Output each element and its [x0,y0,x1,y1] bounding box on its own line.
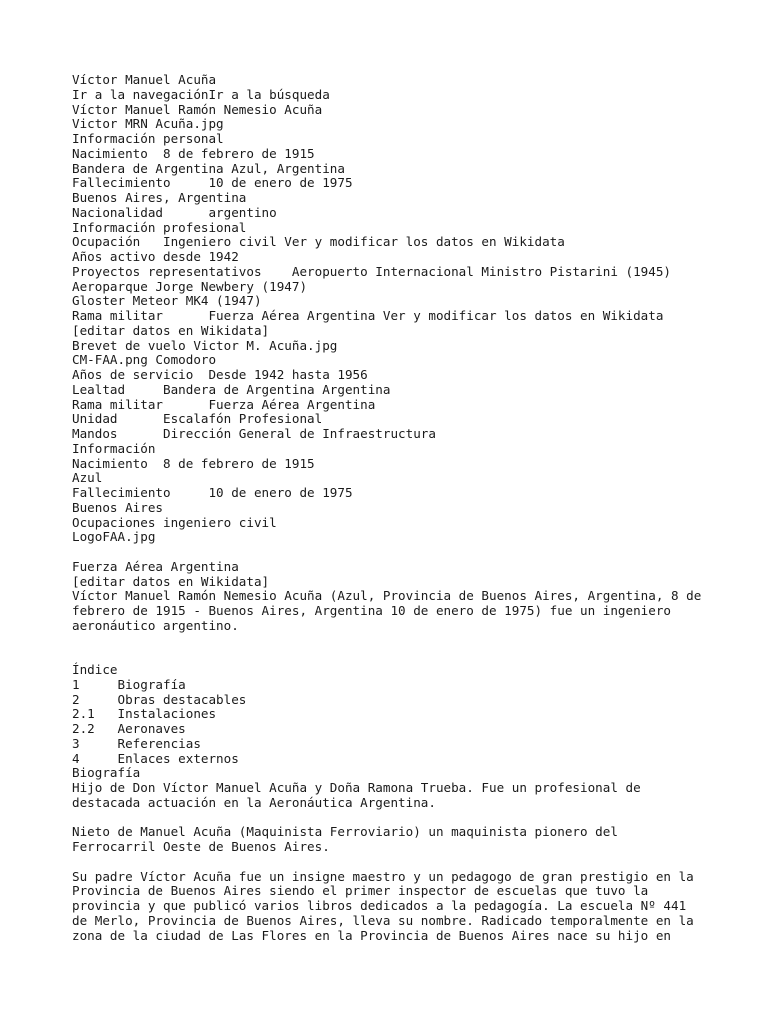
text-line: Buenos Aires [72,499,163,515]
text-line: Su padre Víctor Acuña fue un insigne maestro y un pedagogo de gran prestigio en la [72,868,694,884]
text-line: Años activo desde 1942 [72,249,239,264]
text-line: [editar datos en Wikidata] [72,322,270,338]
text-line: 1 Biografía [72,676,186,692]
text-line: Rama militar Fuerza Aérea Argentina Ver y modificar los datos en Wikidata [72,308,664,323]
text-line: Azul [72,470,103,486]
text-line: Victor MRN Acuña.jpg [72,116,224,132]
text-line: destacada actuación en la Aeronáutica Argentina. [72,794,436,810]
text-line: aeronáutico argentino. [72,617,239,633]
text-line: 4 Enlaces externos [72,750,239,766]
text-line: Nacimiento 8 de febrero de 1915 [72,145,315,161]
text-line: Víctor Manuel Ramón Nemesio Acuña [72,101,323,117]
text-line: Fallecimiento 10 de enero de 1975 [72,485,353,500]
text-line: Ir a la navegaciónIr a la búsqueda [72,86,330,102]
text-line: Índice [72,662,118,677]
text-line: provincia y que publicó varios libros dedicados a la pedagogía. La escuela Nº 441 [72,898,687,913]
text-line: Nacimiento 8 de febrero de 1915 [72,455,315,471]
text-line: Información personal [72,131,224,146]
text-line: Rama militar Fuerza Aérea Argentina [72,396,376,412]
text-line: Información [72,440,156,456]
text-line: Lealtad Bandera de Argentina Argentina [72,381,391,397]
text-line: 2.1 Instalaciones [72,706,217,722]
text-line: Aeroparque Jorge Newbery (1947) [72,278,308,294]
text-line: febrero de 1915 - Buenos Aires, Argentina 10 de enero de 1975) fue un ingeniero [72,603,671,618]
text-line: Ocupaciones ingeniero civil [72,514,277,530]
text-line: 2 Obras destacables [72,691,247,707]
text-line: zona de la ciudad de Las Flores en la Provincia de Buenos Aires nace su hijo en [72,927,671,943]
text-line: Nieto de Manuel Acuña (Maquinista Ferroviario) un maquinista pionero del [72,824,618,840]
text-line: Proyectos representativos Aeropuerto Internacional Ministro Pistarini (1945) [72,263,671,279]
text-line: Mandos Dirección General de Infraestructura [72,426,436,441]
text-line: Fallecimiento 10 de enero de 1975 [72,175,353,191]
text-line: Provincia de Buenos Aires siendo el primer inspector de escuelas que tuvo la [72,883,649,899]
text-line: LogoFAA.jpg [72,529,156,545]
text-line: Brevet de vuelo Victor M. Acuña.jpg [72,337,338,353]
text-line: Ferrocarril Oeste de Buenos Aires. [72,839,330,854]
text-line: Ocupación Ingeniero civil Ver y modificar los datos en Wikidata [72,234,565,250]
text-line: Información profesional [72,219,247,235]
text-line: Nacionalidad argentino [72,204,277,220]
text-line: Víctor Manuel Ramón Nemesio Acuña (Azul, Provincia de Buenos Aires, Argentina, 8 de [72,588,702,604]
text-line: 2.2 Aeronaves [72,721,186,736]
text-line: Hijo de Don Víctor Manuel Acuña y Doña Ramona Trueba. Fue un profesional de [72,780,641,795]
text-line: de Merlo, Provincia de Buenos Aires, lleva su nombre. Radicado temporalmente en la [72,912,694,928]
text-line: CM-FAA.png Comodoro [72,352,217,368]
text-line: Víctor Manuel Acuña [72,72,217,87]
text-line: Buenos Aires, Argentina [72,190,247,205]
text-line: Biografía [72,765,141,781]
text-line: Bandera de Argentina Azul, Argentina [72,160,345,176]
text-line: [editar datos en Wikidata] [72,573,270,589]
text-line: Fuerza Aérea Argentina [72,558,239,574]
text-line: Años de servicio Desde 1942 hasta 1956 [72,367,368,382]
text-line: Unidad Escalafón Profesional [72,411,323,427]
text-line: Gloster Meteor MK4 (1947) [72,293,262,309]
text-line: 3 Referencias [72,735,201,751]
